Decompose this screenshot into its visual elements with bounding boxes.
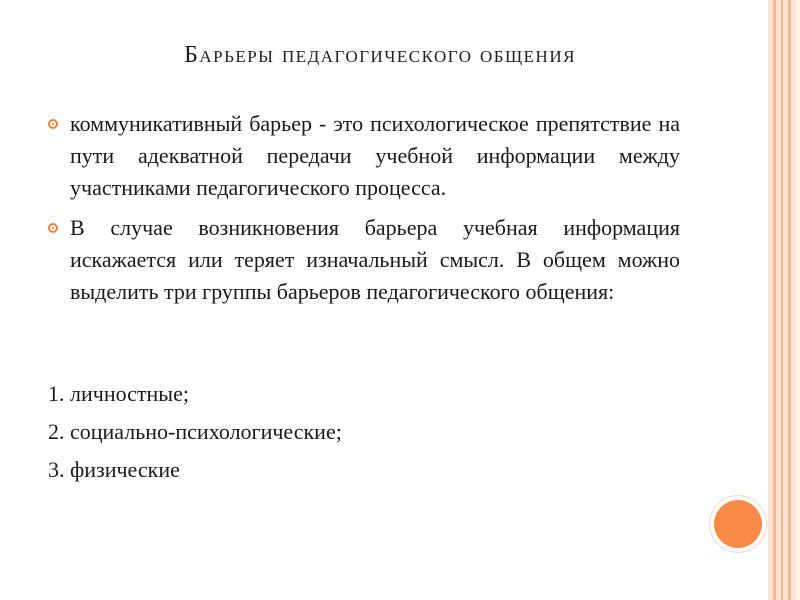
orange-circle-icon xyxy=(714,500,762,548)
bullet-ring-icon xyxy=(48,119,58,129)
list-item: 2. социально-психологические; xyxy=(48,419,342,444)
bullet-text: коммуникативный барьер - это психологическое препятствие на пути адекватной передачи учебной информации между участниками педагогического процесса. xyxy=(70,111,680,200)
bullet-item xyxy=(48,108,680,204)
slide-title: Барьеры педагогического общения xyxy=(184,42,576,68)
numbered-list xyxy=(48,372,680,492)
bullet-text: В случае возникновения барьера учебная информация искажается или теряет изначальный смысл. В общем можно выделить три группы барьеров педагогического общения: xyxy=(70,215,680,304)
list-item: 1. личностные; xyxy=(48,381,189,406)
decorative-stripe xyxy=(788,0,791,600)
slide-content xyxy=(48,108,680,316)
list-item: 3. физические xyxy=(48,457,180,482)
decorative-stripe xyxy=(773,0,776,600)
decorative-stripe xyxy=(781,0,783,600)
decorative-edge xyxy=(796,0,800,600)
bullet-ring-icon xyxy=(48,223,58,233)
bullet-item xyxy=(48,212,680,308)
